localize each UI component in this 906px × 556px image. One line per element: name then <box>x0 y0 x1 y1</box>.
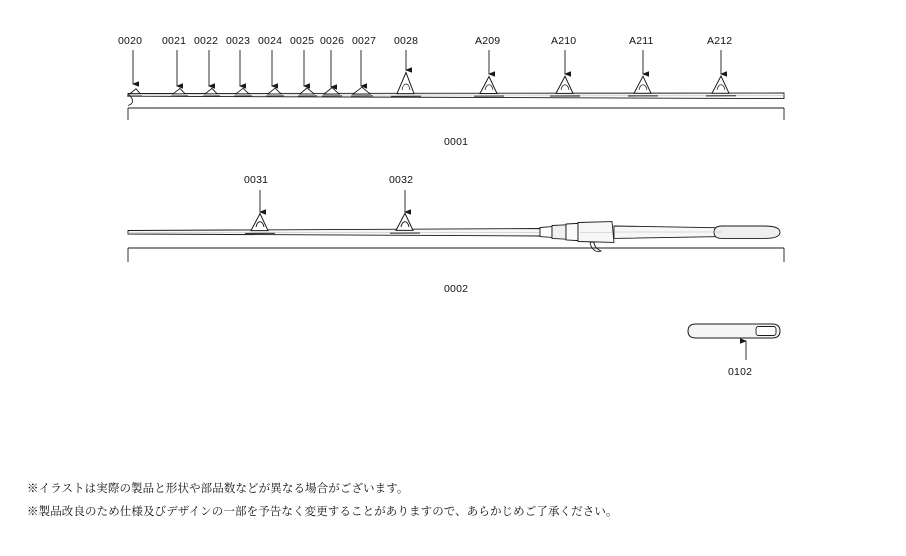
bracket-0001 <box>128 108 784 120</box>
callout-label-0026: 0026 <box>320 35 345 47</box>
callout-label-0023: 0023 <box>226 35 251 47</box>
callout-label-0032: 0032 <box>389 174 414 186</box>
bracket-0002 <box>128 248 784 262</box>
callout-label-A209: A209 <box>475 35 501 47</box>
rod-tip-section <box>127 73 784 106</box>
butt-cap-part <box>688 324 780 338</box>
note-line-2: ※製品改良のため仕様及びデザインの一部を予告なく変更することがありますので、あらかじめご了承ください。 <box>27 506 618 518</box>
rod-butt-section <box>128 213 780 251</box>
callout-label-0024: 0024 <box>258 35 283 47</box>
callout-label-0025: 0025 <box>290 35 315 47</box>
callout-label-A212: A212 <box>707 35 733 47</box>
note-line-1: ※イラストは実際の製品と形状や部品数などが異なる場合がございます。 <box>27 483 409 495</box>
assembly-label-0001: 0001 <box>444 136 469 148</box>
callout-arrows-top <box>133 50 721 87</box>
callout-label-0028: 0028 <box>394 35 419 47</box>
callout-label-A211: A211 <box>629 35 654 47</box>
assembly-label-0002: 0002 <box>444 283 469 295</box>
callout-label-0027: 0027 <box>352 35 377 47</box>
callout-label-0102: 0102 <box>728 366 753 378</box>
callout-label-0020: 0020 <box>118 35 143 47</box>
callout-label-0022: 0022 <box>194 35 219 47</box>
callout-label-A210: A210 <box>551 35 577 47</box>
callout-label-0031: 0031 <box>244 174 269 186</box>
callout-arrows-mid <box>260 190 405 212</box>
callout-label-0021: 0021 <box>162 35 187 47</box>
